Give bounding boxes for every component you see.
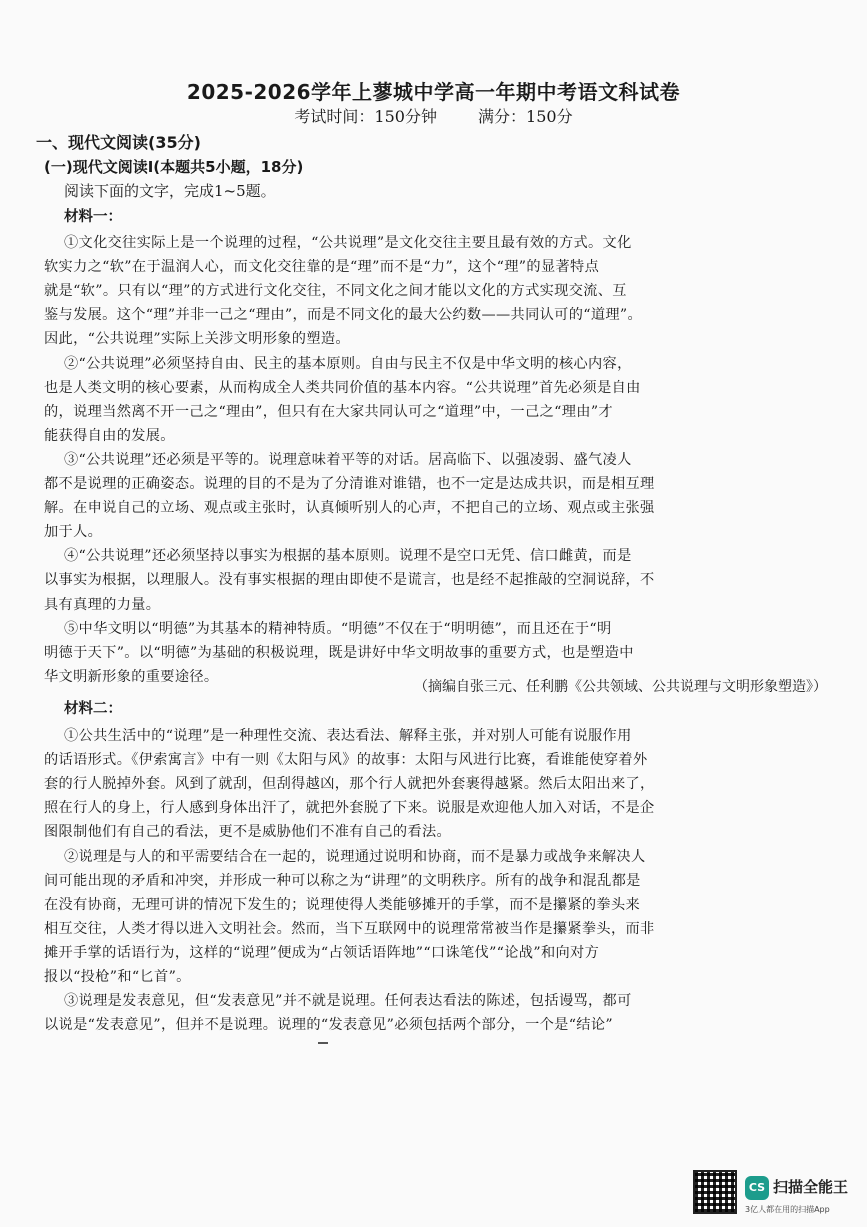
text-line: 能获得自由的发展。 <box>44 427 175 444</box>
text-line: 解。在申说自己的立场、观点或主张时，认真倾听别人的心声，不把自己的立场、观点或主张强 <box>44 500 655 517</box>
text-line: 摊开手掌的话语行为，这样的“说理”便成为“占领话语阵地”“口诛笔伐”“论战”和向对方 <box>44 944 600 961</box>
text-line: 相互交往，人类才得以进入文明社会。然而，当下互联网中的说理常常被当作是攥紧拳头，而非 <box>44 920 655 937</box>
text-line: 照在行人的身上，行人感到身体出汗了，就把外套脱了下来。说服是欢迎他人加入对话，不是企 <box>44 800 655 817</box>
text-line: 以说是“发表意见”，但并不是说理。说理的“发表意见”必须包括两个部分，一个是“结论” <box>44 1017 613 1034</box>
text-line: 加于人。 <box>44 524 103 541</box>
exam-info <box>0 104 867 127</box>
scanner-tagline: 3亿人都在用的扫描App <box>745 1205 830 1214</box>
text-line: ①文化交往实际上是一个说理的过程，“公共说理”是文化交往主要且最有效的方式。文化 <box>64 235 632 251</box>
section-heading: 一、现代文阅读(35分) <box>36 133 201 152</box>
text-line: 的，说理当然离不开一己之“理由”，但只有在大家共同认可之“道理”中，一己之“理由”才 <box>44 403 613 420</box>
qr-code-icon <box>693 1170 737 1214</box>
text-line: ①公共生活中的“说理”是一种理性交流、表达看法、解释主张，并对别人可能有说服作用 <box>64 728 632 744</box>
text-line: 的话语形式。《伊索寓言》中有一则《太阳与风》的故事：太阳与风进行比赛，看谁能使穿着外 <box>44 752 648 769</box>
text-line: ⑤中华文明以“明德”为其基本的精神特质。“明德”不仅在于“明明德”，而且还在于“明 <box>64 620 612 637</box>
text-line: 都不是说理的正确姿态。说理的目的不是为了分清谁对谁错，也不一定是达成共识，而是相互理 <box>44 476 655 492</box>
text-line: ④“公共说理”还必须坚持以事实为根据的基本原则。说理不是空口无凭、信口雌黄，而是 <box>64 548 632 565</box>
text-line: ③说理是发表意见，但“发表意见”并不就是说理。任何表达看法的陈述，包括谩骂，都可 <box>64 993 632 1010</box>
text-line: 套的行人脱掉外套。风到了就刮，但刮得越凶，那个行人就把外套裹得越紧。然后太阳出来了， <box>44 776 655 793</box>
material-1-source: （摘编自张三元、任利鹏《公共领域、公共说理与文明形象塑造》） <box>414 679 827 695</box>
material-1-label: 材料一： <box>64 209 122 225</box>
instruction-text: 阅读下面的文字，完成1~5题。 <box>64 182 276 200</box>
text-line: 具有真理的力量。 <box>44 596 161 613</box>
page-mark <box>318 1042 328 1044</box>
exam-score: 满分：150分 <box>478 107 573 126</box>
exam-title: 2025-2026学年上蓼城中学高一年期中考语文科试卷 <box>186 80 681 104</box>
text-line: 软实力之“软”在于温润人心，而文化交往靠的是“理”而不是“力”，这个“理”的显著特点 <box>44 259 600 276</box>
material-2-label: 材料二： <box>64 701 122 717</box>
text-line: ③“公共说理”还必须是平等的。说理意味着平等的对话。居高临下、以强凌弱、盛气凌人 <box>64 451 632 468</box>
text-line: 以事实为根据，以理服人。没有事实根据的理由即使不是谎言，也是经不起推敲的空洞说辞，不 <box>44 572 655 589</box>
exam-time: 考试时间：150分钟 <box>294 107 437 126</box>
text-line: 报以“投枪”和“匕首”。 <box>44 969 191 985</box>
text-line: 明德于天下”。以“明德”为基础的积极说理，既是讲好中华文明故事的重要方式，也是塑造中 <box>44 644 634 661</box>
text-line: 鉴与发展。这个“理”并非一己之“理由”，而是不同文化的最大公约数——共同认可的“道理”。 <box>44 307 643 324</box>
text-line: 间可能出现的矛盾和冲突，并形成一种可以称之为“讲理”的文明秩序。所有的战争和混乱都是 <box>44 872 641 889</box>
text-line: 图限制他们有自己的看法，更不是威胁他们不准有自己的看法。 <box>44 824 452 841</box>
text-line: ②说理是与人的和平需要结合在一起的，说理通过说明和协商，而不是暴力或战争来解决人 <box>64 848 646 865</box>
text-line: 在没有协商，无理可讲的情况下发生的；说理使得人类能够摊开的手掌，而不是攥紧的拳头来 <box>44 896 641 913</box>
camscanner-logo-icon: CS <box>745 1176 769 1200</box>
text-line: 也是人类文明的核心要素，从而构成全人类共同价值的基本内容。“公共说理”首先必须是自由 <box>44 379 641 396</box>
text-line: 因此，“公共说理”实际上关涉文明形象的塑造。 <box>44 331 350 348</box>
text-line: 华文明新形象的重要途径。 <box>44 668 219 685</box>
text-line: 就是“软”。只有以“理”的方式进行文化交往，不同文化之间才能以文化的方式实现交流、互 <box>44 283 627 300</box>
subsection-heading: (一)现代文阅读Ⅰ(本题共5小题，18分) <box>44 158 304 176</box>
text-line: ②“公共说理”必须坚持自由、民主的基本原则。自由与民主不仅是中华文明的核心内容， <box>64 355 632 372</box>
scanner-watermark <box>693 1170 853 1222</box>
scanner-app-name: 扫描全能王 <box>773 1178 849 1196</box>
